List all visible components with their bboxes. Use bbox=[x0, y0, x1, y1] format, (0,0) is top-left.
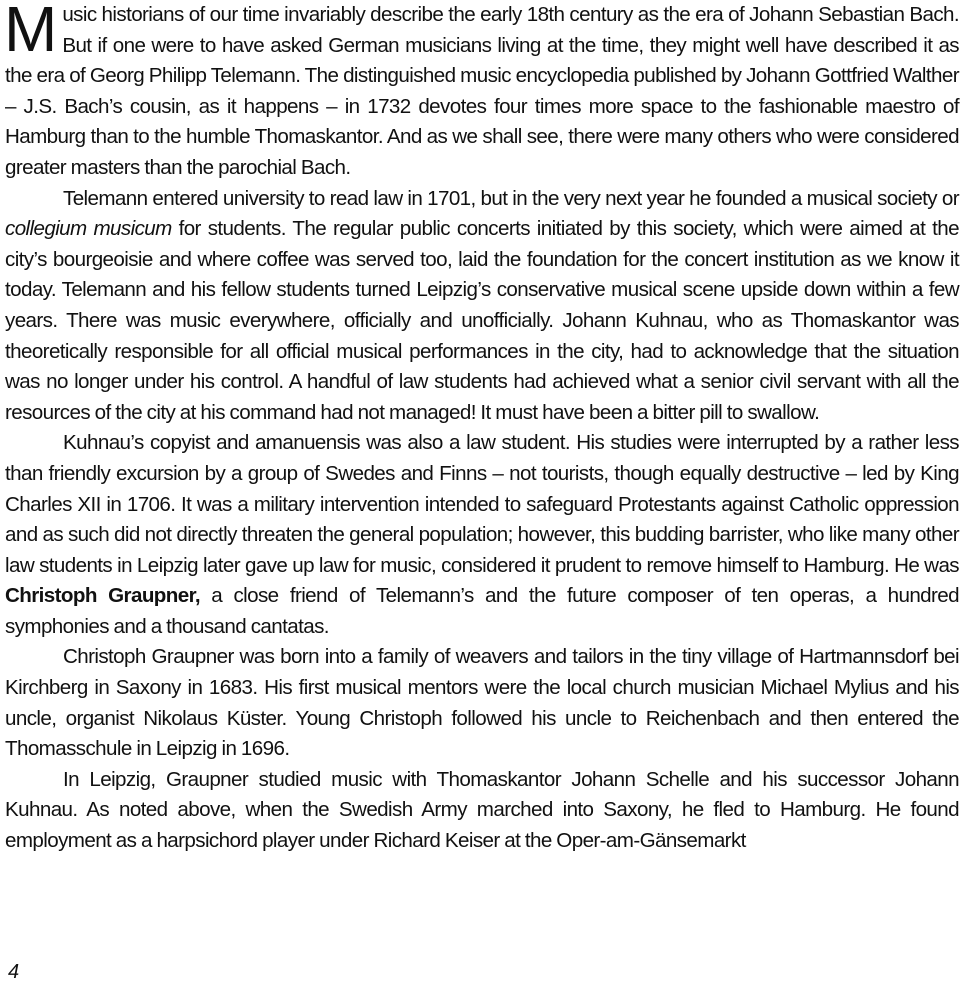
paragraph-4 bbox=[5, 642, 959, 764]
article-body bbox=[5, 0, 959, 857]
paragraph-2-text-start: Telemann entered university to read law in 1701, but in the very next year he founded a musical society or bbox=[63, 186, 959, 210]
drop-cap: M bbox=[4, 0, 58, 65]
paragraph-3-text-end: a close friend of Telemann’s and the future composer of ten operas, a hundred symphonies and a thousand cantatas. bbox=[5, 584, 959, 638]
paragraph-5 bbox=[5, 765, 959, 857]
paragraph-3 bbox=[5, 428, 959, 642]
page-number: 4 bbox=[8, 961, 20, 983]
paragraph-2 bbox=[5, 184, 959, 429]
paragraph-2-text-end: for students. The regular public concerts initiated by this society, which were aimed at the city’s bourgeoisie and where coffee was served too, laid the foundation for the concert institution as we know it today. Telemann and his fellow students turned Leipzig’s conservative musical scene upside down within a few years. There was music everywhere, officially and unofficially. Johann Kuhnau, who as Thomaskantor was theoretically responsible for all official musical performances in the city, had to acknowledge that the situation was no longer under his control. A handful of law students had achieved what a senior civil servant with all the resources of the city at his command had not managed! It must have been a bitter pill to swallow. bbox=[5, 217, 959, 424]
paragraph-1-text: usic historians of our time invariably describe the early 18th century as the era of Johann Sebastian Bach. But if one were to have asked German musicians living at the time, they might well have described it as the era of Georg Philipp Telemann. The distinguished music encyclopedia published by Johann Gottfried Walther – J.S. Bach’s cousin, as it happens – in 1732 devotes four times more space to the fashionable maestro of Hamburg than to the humble Thomaskantor. And as we shall see, there were many others who were considered greater masters than the parochial Bach. bbox=[5, 3, 959, 179]
paragraph-3-text-start: Kuhnau’s copyist and amanuensis was also a law student. His studies were interrupted by a rather less than friendly excursion by a group of Swedes and Finns – not tourists, though equally destructive – led by King Charles XII in 1706. It was a military intervention intended to safeguard Protestants against Catholic oppression and as such did not directly threaten the general population; however, this budding barrister, who like many other law students in Leipzig later gave up law for music, considered it prudent to remove himself to Hamburg. He was bbox=[5, 431, 959, 577]
paragraph-5-text: In Leipzig, Graupner studied music with Thomaskantor Johann Schelle and his successor Johann Kuhnau. As noted above, when the Swedish Army marched into Saxony, he fled to Hamburg. He found employment as a harpsichord player under Richard Keiser at the Oper-am-Gänsemarkt bbox=[5, 767, 959, 853]
paragraph-1 bbox=[5, 0, 959, 184]
collegium-musicum-term: collegium musicum bbox=[5, 217, 172, 241]
christoph-graupner-name: Christoph Graupner, bbox=[5, 584, 201, 608]
paragraph-4-text: Christoph Graupner was born into a family of weavers and tailors in the tiny village of Hartmannsdorf bei Kirchberg in Saxony in 1683. His first musical mentors were the local church musician Michael Mylius and his uncle, organist Nikolaus Küster. Young Christoph followed his uncle to Reichenbach and then entered the Thomasschule in Leipzig in 1696. bbox=[5, 645, 959, 761]
